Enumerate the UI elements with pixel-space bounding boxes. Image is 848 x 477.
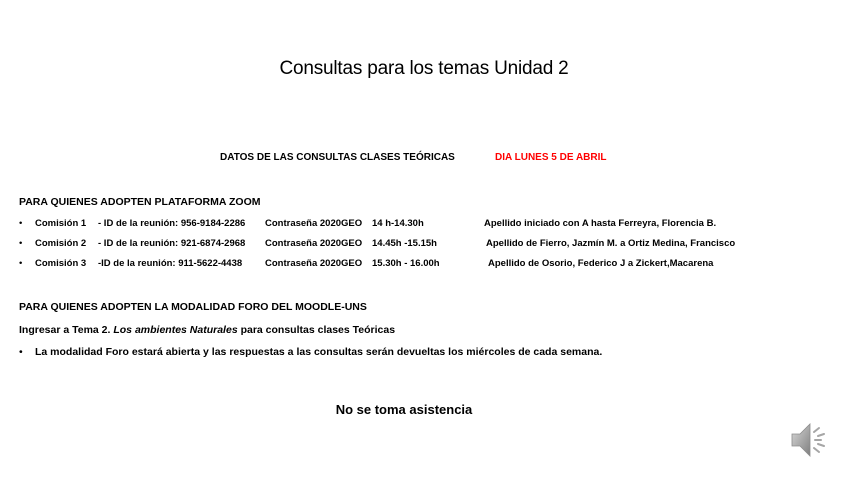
speaker-icon[interactable] xyxy=(790,420,832,460)
foro-bullet-text: La modalidad Foro estará abierta y las respuestas a las consultas serán devueltas los miércoles de cada semana. xyxy=(35,346,603,358)
surname-group: Apellido de Fierro, Jazmín M. a Ortiz Medina, Francisco xyxy=(486,238,736,249)
foro-instruction-prefix: Ingresar a Tema 2. xyxy=(19,324,114,336)
password: Contraseña 2020GEO xyxy=(265,218,363,229)
slide-title: Consultas para los temas Unidad 2 xyxy=(279,58,569,79)
foro-instruction xyxy=(19,324,395,336)
topic-name: Los ambientes Naturales xyxy=(113,324,238,336)
zoom-section-heading: PARA QUIENES ADOPTEN PLATAFORMA ZOOM xyxy=(19,196,261,208)
consultas-header: DATOS DE LAS CONSULTAS CLASES TEÓRICAS xyxy=(220,152,455,163)
surname-group: Apellido iniciado con A hasta Ferreyra, Florencia B. xyxy=(484,218,717,229)
time-slot: 14.45h -15.15h xyxy=(372,238,437,249)
time-slot: 14 h-14.30h xyxy=(372,218,424,229)
comision-label: Comisión 3 xyxy=(35,258,87,269)
comision-label: Comisión 2 xyxy=(35,238,87,249)
password: Contraseña 2020GEO xyxy=(265,258,363,269)
meeting-id: -ID de la reunión: 911-5622-4438 xyxy=(98,258,243,269)
attendance-note: No se toma asistencia xyxy=(335,402,473,417)
foro-section-heading: PARA QUIENES ADOPTEN LA MODALIDAD FORO DEL MOODLE-UNS xyxy=(19,301,367,313)
meeting-id: - ID de la reunión: 921-6874-2968 xyxy=(98,238,246,249)
foro-instruction-suffix: para consultas clases Teóricas xyxy=(237,324,396,336)
comision-label: Comisión 1 xyxy=(35,218,87,229)
bullet: • xyxy=(19,218,23,229)
time-slot: 15.30h - 16.00h xyxy=(372,258,440,269)
bullet: • xyxy=(19,346,23,358)
meeting-id: - ID de la reunión: 956-9184-2286 xyxy=(98,218,246,229)
surname-group: Apellido de Osorio, Federico J a Zickert,Macarena xyxy=(488,258,714,269)
date-header: DIA LUNES 5 DE ABRIL xyxy=(495,152,607,163)
bullet: • xyxy=(19,238,23,249)
password: Contraseña 2020GEO xyxy=(265,238,363,249)
bullet: • xyxy=(19,258,23,269)
